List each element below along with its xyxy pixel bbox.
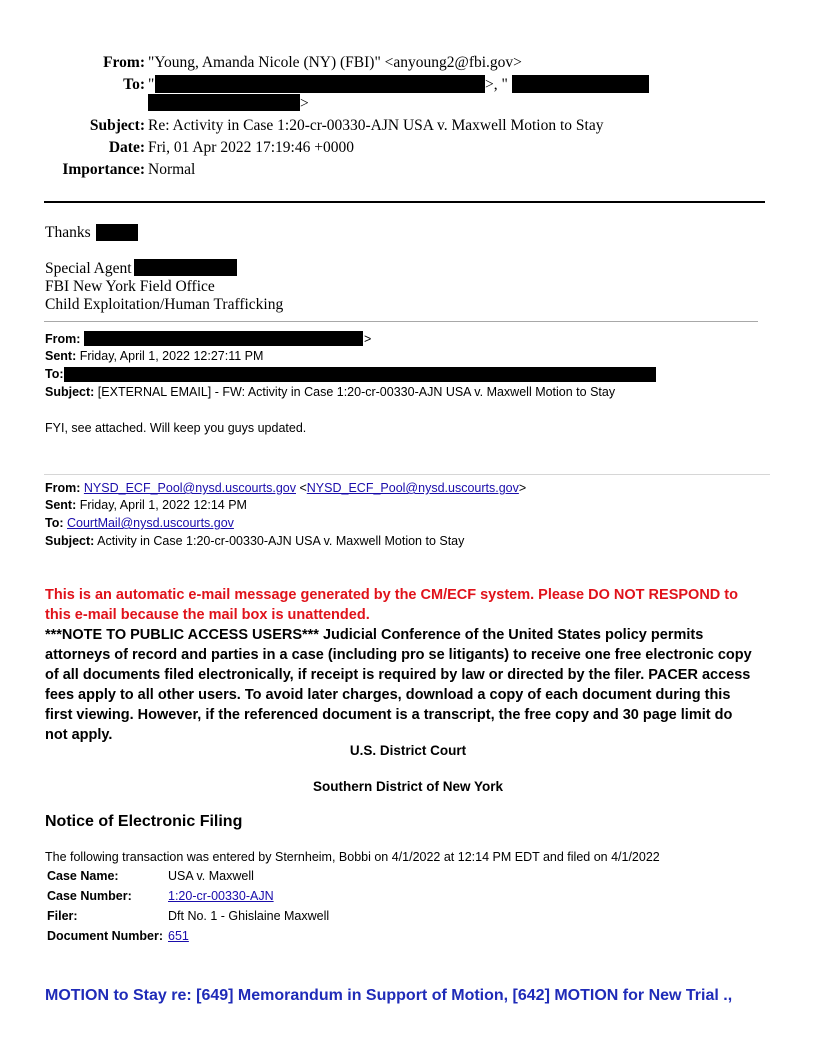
- from-label: From:: [103, 54, 145, 71]
- district-name: Southern District of New York: [312, 779, 504, 794]
- transaction-line: The following transaction was entered by Sternheim, Bobbi on 4/1/2022 at 12:14 PM EDT and filed on 4/1/2022: [45, 850, 660, 864]
- agent-office: FBI New York Field Office: [45, 278, 215, 295]
- fwd2-to-link[interactable]: CourtMail@nysd.uscourts.gov: [67, 516, 234, 530]
- signature-divider: [44, 321, 758, 322]
- from-value: "Young, Amanda Nicole (NY) (FBI)" <anyoung2@fbi.gov>: [148, 54, 522, 71]
- case-number-link[interactable]: 1:20-cr-00330-AJN: [168, 889, 274, 903]
- subject-label: Subject:: [89, 117, 145, 134]
- fwd2-from-link-2[interactable]: NYSD_ECF_Pool@nysd.uscourts.gov: [306, 481, 519, 495]
- agent-title: Special Agent: [45, 260, 132, 277]
- document-number-link[interactable]: 651: [168, 929, 189, 943]
- document-number-label: Document Number:: [47, 929, 163, 943]
- redaction-fwd1-from: [84, 331, 363, 346]
- case-number-label: Case Number:: [47, 889, 132, 903]
- court-name: U.S. District Court: [349, 743, 467, 758]
- public-access-note: ***NOTE TO PUBLIC ACCESS USERS*** Judicial Conference of the United States policy permits attorneys of record and parties in a case (including pro se litigants) to receive one free electronic copy of all documents filed electronically, if receipt is required by law or directed by the filer. PACER access fees apply to all other users. To avoid later charges, download a copy of each document during this first viewing. However, if the referenced document is a transcript, the free copy and 30 page limit do not apply.: [45, 627, 752, 743]
- filer-label: Filer:: [47, 909, 78, 923]
- forward-divider: [44, 474, 770, 475]
- redaction-to-3: [148, 94, 300, 111]
- fwd1-sent: Sent: Friday, April 1, 2022 12:27:11 PM: [45, 349, 264, 363]
- redaction-to-1: [155, 75, 485, 93]
- header-divider: [44, 201, 765, 203]
- fwd1-from-label: From:: [45, 332, 81, 346]
- to-label: To:: [123, 76, 145, 93]
- to-close: >: [300, 95, 309, 112]
- fwd1-subject: Subject: [EXTERNAL EMAIL] - FW: Activity in Case 1:20-cr-00330-AJN USA v. Maxwell Motion to Stay: [45, 385, 616, 399]
- thanks-text: Thanks: [45, 224, 91, 241]
- fwd2-sent: Sent: Friday, April 1, 2022 12:14 PM: [45, 498, 247, 512]
- motion-title: MOTION to Stay re: [649] Memorandum in Support of Motion, [642] MOTION for New Trial .,: [45, 987, 733, 1004]
- fwd1-body: FYI, see attached. Will keep you guys updated.: [45, 421, 307, 435]
- redaction-agent-name: [134, 259, 237, 276]
- fwd2-from: From: NYSD_ECF_Pool@nysd.uscourts.gov <NYSD_ECF_Pool@nysd.uscourts.gov>: [45, 481, 527, 495]
- redaction-to-2: [512, 75, 649, 93]
- fwd1-to-label: To:: [45, 367, 64, 381]
- to-separator: >, ": [485, 76, 508, 93]
- importance-value: Normal: [148, 161, 196, 178]
- case-name-value: USA v. Maxwell: [168, 869, 254, 883]
- redaction-fwd1-to: [64, 367, 656, 382]
- filer-value: Dft No. 1 - Ghislaine Maxwell: [168, 909, 330, 923]
- subject-value: Re: Activity in Case 1:20-cr-00330-AJN USA v. Maxwell Motion to Stay: [148, 117, 604, 134]
- date-label: Date:: [108, 139, 145, 156]
- agent-unit: Child Exploitation/Human Trafficking: [45, 296, 284, 313]
- to-open-quote: ": [148, 76, 155, 93]
- fwd1-from-tail: >: [364, 332, 372, 346]
- auto-message-warning: This is an automatic e-mail message generated by the CM/ECF system. Please DO NOT RESPOND to this e-mail because the mail box is unattended.: [45, 587, 738, 623]
- nef-title: Notice of Electronic Filing: [45, 813, 243, 830]
- fwd2-subject: Subject: Activity in Case 1:20-cr-00330-AJN USA v. Maxwell Motion to Stay: [45, 534, 465, 548]
- importance-label: Importance:: [62, 161, 145, 178]
- fwd2-from-link[interactable]: NYSD_ECF_Pool@nysd.uscourts.gov: [83, 481, 296, 495]
- redaction-thanks-name: [96, 224, 138, 241]
- fwd2-to: To: CourtMail@nysd.uscourts.gov: [45, 516, 234, 530]
- case-name-label: Case Name:: [47, 869, 119, 883]
- date-value: Fri, 01 Apr 2022 17:19:46 +0000: [148, 139, 354, 156]
